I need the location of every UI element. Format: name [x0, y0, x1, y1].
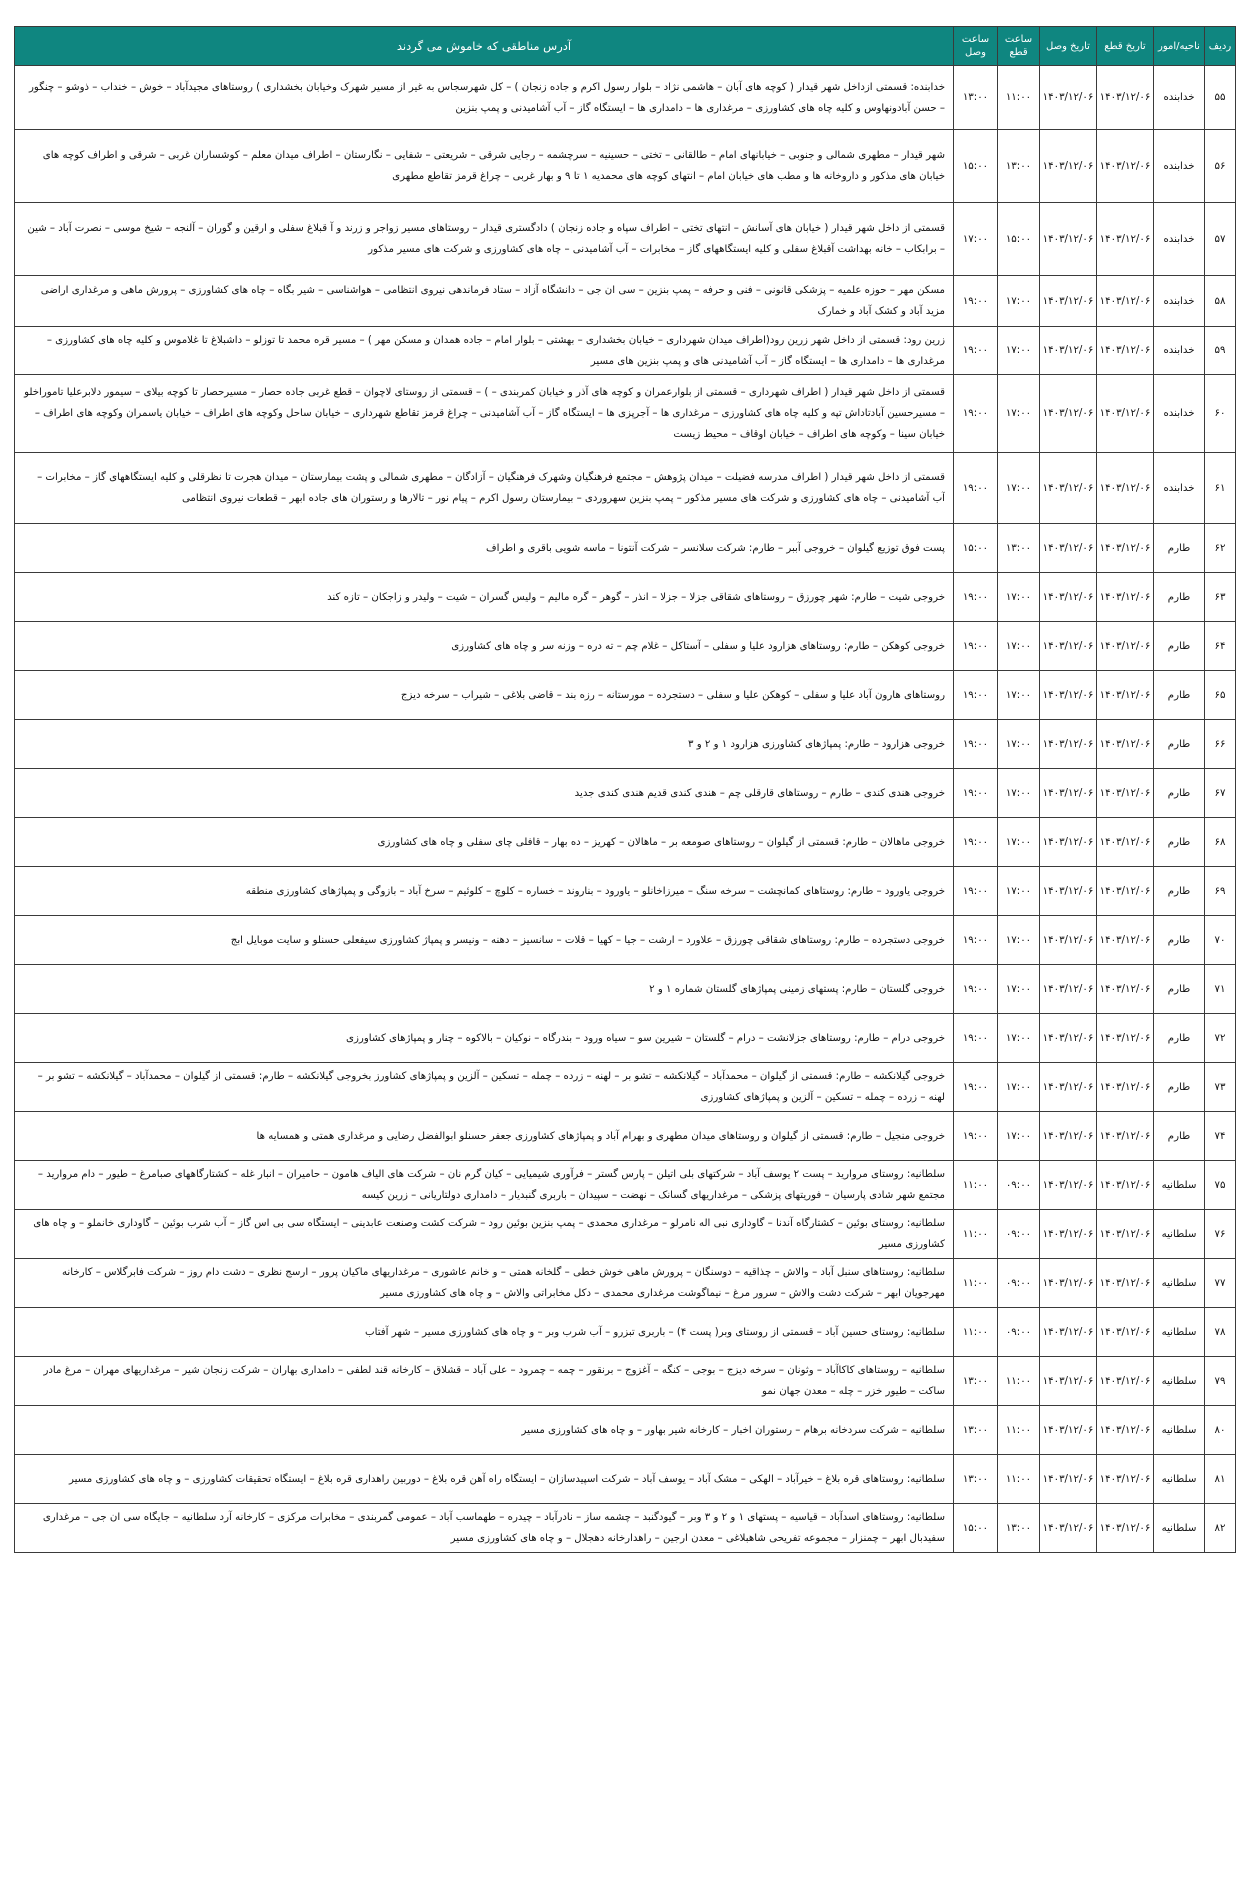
cell-cut-date: ۱۴۰۳/۱۲/۰۶ — [1097, 720, 1154, 769]
cell-connect-date: ۱۴۰۳/۱۲/۰۶ — [1040, 203, 1097, 276]
outage-table-container — [14, 26, 1235, 1553]
cell-district: سلطانیه — [1154, 1357, 1205, 1406]
table-row — [15, 1504, 1236, 1553]
cell-address — [15, 375, 954, 453]
cell-cut-date: ۱۴۰۳/۱۲/۰۶ — [1097, 203, 1154, 276]
cell-connect-date: ۱۴۰۳/۱۲/۰۶ — [1040, 1504, 1097, 1553]
cell-connect-time: ۱۹:۰۰ — [954, 1014, 998, 1063]
header-district: ناحیه/امور — [1154, 27, 1205, 66]
table-row — [15, 720, 1236, 769]
cell-address — [15, 203, 954, 276]
cell-cut-date: ۱۴۰۳/۱۲/۰۶ — [1097, 916, 1154, 965]
cell-connect-time: ۱۱:۰۰ — [954, 1210, 998, 1259]
cell-district: خدابنده — [1154, 375, 1205, 453]
cell-connect-time: ۱۹:۰۰ — [954, 965, 998, 1014]
cell-address — [15, 453, 954, 524]
cell-district: سلطانیه — [1154, 1504, 1205, 1553]
cell-connect-date: ۱۴۰۳/۱۲/۰۶ — [1040, 1406, 1097, 1455]
cell-cut-time: ۱۷:۰۰ — [998, 916, 1040, 965]
cell-address — [15, 965, 954, 1014]
cell-district: طارم — [1154, 622, 1205, 671]
cell-district: طارم — [1154, 769, 1205, 818]
address-text: خروجی دستجرده – طارم: روستاهای شقاقی چورزق – علاورد – ارشت – جیا – کهیا – قلات – سانسیز – دهنه – ونیسر و پمپاژ کشاورزی سیفعلی حسنلو و سایت موبایل ابج — [230, 934, 945, 946]
cell-address — [15, 671, 954, 720]
address-text: قسمتی از داخل شهر قیدار ( اطراف مدرسه فضیلت – میدان پژوهش – مجتمع فرهنگیان وشهرک فرهنگیان – آزادگان – مطهری شمالی و پشت بیمارستان – میدان هجرت تا نظرقلی و کلیه ایستگاههای گاز – مخابرات – آب آشامیدنی – چاه های کشاورزی و شرکت های مسیر مذکور – پمپ بنزین سهروردی – بیمارستان رسول اکرم – پیام نور – تالارها و رستوران های جاده ابهر – قطعات نیروی انتظامی — [37, 472, 945, 504]
cell-connect-time: ۱۹:۰۰ — [954, 671, 998, 720]
cell-connect-date: ۱۴۰۳/۱۲/۰۶ — [1040, 916, 1097, 965]
cell-district: خدابنده — [1154, 66, 1205, 130]
cell-connect-date: ۱۴۰۳/۱۲/۰۶ — [1040, 671, 1097, 720]
cell-cut-date: ۱۴۰۳/۱۲/۰۶ — [1097, 1308, 1154, 1357]
cell-cut-time: ۱۷:۰۰ — [998, 327, 1040, 375]
cell-connect-date: ۱۴۰۳/۱۲/۰۶ — [1040, 720, 1097, 769]
cell-connect-time: ۱۹:۰۰ — [954, 327, 998, 375]
cell-cut-date: ۱۴۰۳/۱۲/۰۶ — [1097, 965, 1154, 1014]
cell-district: سلطانیه — [1154, 1455, 1205, 1504]
table-row — [15, 1357, 1236, 1406]
table-row — [15, 622, 1236, 671]
cell-district: طارم — [1154, 1063, 1205, 1112]
cell-connect-date: ۱۴۰۳/۱۲/۰۶ — [1040, 965, 1097, 1014]
address-text: خروجی هزارود – طارم: پمپاژهای کشاورزی هزارود ۱ و ۲ و ۳ — [688, 738, 945, 750]
cell-cut-date: ۱۴۰۳/۱۲/۰۶ — [1097, 1357, 1154, 1406]
cell-cut-date: ۱۴۰۳/۱۲/۰۶ — [1097, 1455, 1154, 1504]
address-text: شهر قیدار – مطهری شمالی و جنوبی – خیابانهای امام – طالقانی – تختی – حسینیه – سرچشمه – رجایی شرقی – شریعتی – شفایی – نگارستان – اطراف میدان معلم – کوشساران غربی – شرقی و اطراف کوچه های خیابان های مذکور و داروخانه ها و مطب های خیابان امام – انتهای کوچه های محمدیه ۱ تا ۹ و بهار غربی – چراغ قرمز تقاطع مطهری — [42, 150, 945, 182]
cell-address — [15, 769, 954, 818]
cell-connect-time: ۱۳:۰۰ — [954, 1455, 998, 1504]
cell-district: طارم — [1154, 916, 1205, 965]
cell-district: سلطانیه — [1154, 1210, 1205, 1259]
cell-address — [15, 276, 954, 327]
cell-connect-time: ۱۵:۰۰ — [954, 1504, 998, 1553]
cell-connect-time: ۱۹:۰۰ — [954, 622, 998, 671]
cell-address — [15, 1308, 954, 1357]
cell-connect-time: ۱۹:۰۰ — [954, 1063, 998, 1112]
cell-connect-time: ۱۹:۰۰ — [954, 276, 998, 327]
cell-row-no: ۵۹ — [1205, 327, 1236, 375]
cell-connect-date: ۱۴۰۳/۱۲/۰۶ — [1040, 1112, 1097, 1161]
address-text: خروجی گیلانکشه – طارم: قسمتی از گیلوان – محمدآباد – گیلانکشه – تشو بر – لهنه – زرده – چمله – تسکین – آلزین و پمپاژهای کشاورز بخروجی گیلانکشه – طارم: قسمتی از گیلوان – محمدآباد – گیلانکشه – تشو بر – لهنه – زرده – چمله – تسکین – آلزین و پمپاژهای کشاورزی — [37, 1071, 945, 1103]
table-row — [15, 375, 1236, 453]
table-row — [15, 276, 1236, 327]
cell-cut-date: ۱۴۰۳/۱۲/۰۶ — [1097, 622, 1154, 671]
table-row — [15, 327, 1236, 375]
address-text: روستاهای هارون آباد علیا و سفلی – کوهکن علیا و سفلی – دستجرده – مورستانه – رزه بند – قاضی بلاغی – شیراب – سرخه دیزج — [400, 689, 945, 701]
cell-cut-date: ۱۴۰۳/۱۲/۰۶ — [1097, 1112, 1154, 1161]
cell-cut-date: ۱۴۰۳/۱۲/۰۶ — [1097, 375, 1154, 453]
cell-address — [15, 1504, 954, 1553]
cell-cut-time: ۱۷:۰۰ — [998, 375, 1040, 453]
cell-cut-date: ۱۴۰۳/۱۲/۰۶ — [1097, 867, 1154, 916]
cell-cut-time: ۱۷:۰۰ — [998, 276, 1040, 327]
cell-cut-time: ۱۳:۰۰ — [998, 130, 1040, 203]
cell-address — [15, 622, 954, 671]
cell-connect-time: ۱۹:۰۰ — [954, 916, 998, 965]
cell-connect-time: ۱۱:۰۰ — [954, 1161, 998, 1210]
cell-cut-date: ۱۴۰۳/۱۲/۰۶ — [1097, 573, 1154, 622]
cell-cut-time: ۱۳:۰۰ — [998, 524, 1040, 573]
cell-district: طارم — [1154, 965, 1205, 1014]
address-text: خروجی ماهالان – طارم: قسمتی از گیلوان – روستاهای صومعه بر – ماهالان – کهریز – ده بهار – قافلی چای سفلی و چاه های کشاورزی — [377, 836, 945, 848]
cell-district: طارم — [1154, 573, 1205, 622]
cell-connect-time: ۱۵:۰۰ — [954, 130, 998, 203]
cell-cut-date: ۱۴۰۳/۱۲/۰۶ — [1097, 671, 1154, 720]
address-text: سلطانیه: روستاهای قره بلاغ – خیرآباد – الهکی – مشک آباد – یوسف آباد – شرکت اسپیدسازان – ایستگاه راه آهن قره بلاغ – دوربین راهداری قره بلاغ – ایستگاه تحقیقات کشاورزی – و چاه های کشاورزی مسیر — [68, 1473, 945, 1485]
address-text: سلطانیه – شرکت سردخانه برهام – رستوران اخبار – کارخانه شیر بهاور – و چاه های کشاورزی مسیر — [521, 1424, 945, 1436]
table-row — [15, 1014, 1236, 1063]
cell-cut-date: ۱۴۰۳/۱۲/۰۶ — [1097, 769, 1154, 818]
cell-row-no: ۵۸ — [1205, 276, 1236, 327]
header-row-no: ردیف — [1205, 27, 1236, 66]
cell-cut-time: ۱۳:۰۰ — [998, 1504, 1040, 1553]
cell-connect-time: ۱۹:۰۰ — [954, 453, 998, 524]
cell-connect-date: ۱۴۰۳/۱۲/۰۶ — [1040, 867, 1097, 916]
outage-table — [14, 26, 1236, 1553]
cell-address — [15, 1210, 954, 1259]
address-text: سلطانیه: روستای مروارید – پست ۲ یوسف آباد – شرکتهای بلی اتیلن – پارس گستر – فرآوری شیمیایی – کیان گرم نان – شرکت های الیاف هامون – حامیران – انبار غله – کشتارگاههای صبامرغ – طیور – دام مروارید – مجتمع شهر شادی پارسیان – فوریتهای پزشکی – مرغداریهای گسانک – نهضت – سپیدان – باربری گنبدیار – دامداری دولتاریانی – زرین کیسه — [37, 1169, 945, 1201]
table-row — [15, 1308, 1236, 1357]
cell-row-no: ۷۳ — [1205, 1063, 1236, 1112]
cell-district: طارم — [1154, 1014, 1205, 1063]
cell-cut-time: ۱۷:۰۰ — [998, 671, 1040, 720]
cell-row-no: ۷۹ — [1205, 1357, 1236, 1406]
address-text: خروجی کوهکن – طارم: روستاهای هزارود علیا و سفلی – آستاکل – غلام چم – ته دره – وزنه سر و چاه های کشاورزی — [451, 640, 945, 652]
cell-cut-time: ۱۷:۰۰ — [998, 622, 1040, 671]
cell-district: طارم — [1154, 720, 1205, 769]
cell-cut-date: ۱۴۰۳/۱۲/۰۶ — [1097, 1014, 1154, 1063]
cell-address — [15, 1112, 954, 1161]
cell-row-no: ۵۵ — [1205, 66, 1236, 130]
cell-cut-time: ۰۹:۰۰ — [998, 1210, 1040, 1259]
table-row — [15, 203, 1236, 276]
cell-cut-time: ۱۱:۰۰ — [998, 1406, 1040, 1455]
cell-row-no: ۶۵ — [1205, 671, 1236, 720]
cell-row-no: ۶۹ — [1205, 867, 1236, 916]
cell-district: طارم — [1154, 867, 1205, 916]
cell-cut-time: ۱۷:۰۰ — [998, 1014, 1040, 1063]
cell-connect-date: ۱۴۰۳/۱۲/۰۶ — [1040, 622, 1097, 671]
cell-address — [15, 1357, 954, 1406]
cell-cut-time: ۱۷:۰۰ — [998, 1063, 1040, 1112]
cell-cut-date: ۱۴۰۳/۱۲/۰۶ — [1097, 453, 1154, 524]
cell-address — [15, 327, 954, 375]
address-text: پست فوق توزیع گیلوان – خروجی آببر – طارم: شرکت سلانسر – شرکت آنتونا – ماسه شویی باقری و اطراف — [486, 542, 945, 554]
address-text: سلطانیه: روستای حسین آباد – قسمتی از روستای وبر( پست ۴) – باربری تبزرو – آب شرب وبر – و چاه های کشاورزی مسیر – شهر آفتاب — [365, 1326, 945, 1338]
address-text: خروجی شیت – طارم: شهر چورزق – روستاهای شقاقی جزلا – جزلا – انذر – گوهر – گره مالیم – ولیس گسران – شیت – ولیدر و زاجکان – تازه کند — [327, 591, 945, 603]
cell-address — [15, 1259, 954, 1308]
cell-district: طارم — [1154, 671, 1205, 720]
cell-district: خدابنده — [1154, 130, 1205, 203]
cell-address — [15, 1161, 954, 1210]
address-text: قسمتی از داخل شهر قیدار ( خیابان های آسانش – انتهای تختی – اطراف سپاه و جاده زنجان ) دادگستری قیدار – روستاهای مسیر زواجر و زرند و آ قبلاغ سفلی و ارقین و گوران – آلنجه – شیخ موسی – نصرت آباد – شین – برابکاب – خانه بهداشت آقبلاغ سفلی و کلیه ایستگاههای گاز – مخابرات – آب آشامیدنی – چاه های کشاورزی و شرکت های مسیر مذکور — [27, 223, 945, 255]
table-row — [15, 867, 1236, 916]
address-text: سلطانیه: روستای بوئین – کشتارگاه آندنا – گاوداری نبی اله نامرلو – مرغداری محمدی – پمپ بنزین بوئین رود – شرکت کشت وصنعت عابدینی – ایستگاه سی بی اس گاز – آب شرب بوئین – گاوداری خانملو – و چاه های کشاورزی مسیر — [33, 1218, 945, 1250]
cell-cut-time: ۱۱:۰۰ — [998, 66, 1040, 130]
cell-connect-date: ۱۴۰۳/۱۲/۰۶ — [1040, 769, 1097, 818]
cell-connect-time: ۱۱:۰۰ — [954, 1308, 998, 1357]
cell-connect-date: ۱۴۰۳/۱۲/۰۶ — [1040, 375, 1097, 453]
cell-cut-date: ۱۴۰۳/۱۲/۰۶ — [1097, 1406, 1154, 1455]
cell-connect-time: ۱۹:۰۰ — [954, 1112, 998, 1161]
table-row — [15, 916, 1236, 965]
cell-connect-date: ۱۴۰۳/۱۲/۰۶ — [1040, 327, 1097, 375]
cell-row-no: ۷۱ — [1205, 965, 1236, 1014]
cell-cut-time: ۱۷:۰۰ — [998, 720, 1040, 769]
cell-cut-time: ۱۱:۰۰ — [998, 1455, 1040, 1504]
table-row — [15, 66, 1236, 130]
table-row — [15, 1210, 1236, 1259]
cell-cut-date: ۱۴۰۳/۱۲/۰۶ — [1097, 524, 1154, 573]
cell-address — [15, 66, 954, 130]
cell-row-no: ۷۰ — [1205, 916, 1236, 965]
table-row — [15, 769, 1236, 818]
cell-connect-date: ۱۴۰۳/۱۲/۰۶ — [1040, 1357, 1097, 1406]
cell-cut-time: ۱۱:۰۰ — [998, 1357, 1040, 1406]
table-row — [15, 1112, 1236, 1161]
cell-row-no: ۶۰ — [1205, 375, 1236, 453]
cell-cut-time: ۱۵:۰۰ — [998, 203, 1040, 276]
cell-cut-date: ۱۴۰۳/۱۲/۰۶ — [1097, 818, 1154, 867]
address-text: خروجی گلستان – طارم: پستهای زمینی پمپاژهای گلستان شماره ۱ و ۲ — [649, 983, 945, 995]
cell-district: سلطانیه — [1154, 1259, 1205, 1308]
cell-row-no: ۶۲ — [1205, 524, 1236, 573]
header-cut-time: ساعت قطع — [998, 27, 1040, 66]
cell-address — [15, 867, 954, 916]
cell-address — [15, 524, 954, 573]
cell-connect-time: ۱۹:۰۰ — [954, 573, 998, 622]
header-connect-date: تاریخ وصل — [1040, 27, 1097, 66]
cell-connect-date: ۱۴۰۳/۱۲/۰۶ — [1040, 453, 1097, 524]
cell-cut-date: ۱۴۰۳/۱۲/۰۶ — [1097, 130, 1154, 203]
cell-connect-time: ۱۹:۰۰ — [954, 867, 998, 916]
cell-connect-time: ۱۱:۰۰ — [954, 1259, 998, 1308]
cell-row-no: ۵۶ — [1205, 130, 1236, 203]
cell-row-no: ۷۴ — [1205, 1112, 1236, 1161]
cell-connect-time: ۱۵:۰۰ — [954, 524, 998, 573]
cell-cut-date: ۱۴۰۳/۱۲/۰۶ — [1097, 327, 1154, 375]
table-row — [15, 453, 1236, 524]
cell-district: خدابنده — [1154, 327, 1205, 375]
cell-row-no: ۶۳ — [1205, 573, 1236, 622]
table-row — [15, 1455, 1236, 1504]
address-text: زرین رود: قسمتی از داخل شهر زرین رود(اطراف میدان شهرداری – خیابان بخشداری – بهشتی – بلوار امام – جاده همدان و مسکن مهر ) – مسیر قره محمد تا توزلو – داشبلاغ تا غلاموس و کلیه چاه های کشاورزی – مرغداری ها – دامداری ها – ایستگاه گاز – آب آشامیدنی های و پمپ بنزین های مسیر — [46, 334, 945, 367]
cell-connect-date: ۱۴۰۳/۱۲/۰۶ — [1040, 1210, 1097, 1259]
cell-cut-date: ۱۴۰۳/۱۲/۰۶ — [1097, 66, 1154, 130]
cell-cut-date: ۱۴۰۳/۱۲/۰۶ — [1097, 1210, 1154, 1259]
cell-row-no: ۸۱ — [1205, 1455, 1236, 1504]
cell-cut-time: ۱۷:۰۰ — [998, 453, 1040, 524]
cell-row-no: ۸۲ — [1205, 1504, 1236, 1553]
cell-row-no: ۶۷ — [1205, 769, 1236, 818]
cell-district: سلطانیه — [1154, 1308, 1205, 1357]
cell-connect-time: ۱۹:۰۰ — [954, 375, 998, 453]
cell-cut-date: ۱۴۰۳/۱۲/۰۶ — [1097, 1063, 1154, 1112]
cell-cut-time: ۰۹:۰۰ — [998, 1259, 1040, 1308]
cell-address — [15, 130, 954, 203]
cell-row-no: ۶۴ — [1205, 622, 1236, 671]
table-row — [15, 524, 1236, 573]
table-row — [15, 671, 1236, 720]
cell-cut-date: ۱۴۰۳/۱۲/۰۶ — [1097, 1259, 1154, 1308]
cell-row-no: ۷۷ — [1205, 1259, 1236, 1308]
table-row — [15, 965, 1236, 1014]
cell-connect-date: ۱۴۰۳/۱۲/۰۶ — [1040, 573, 1097, 622]
cell-row-no: ۶۸ — [1205, 818, 1236, 867]
address-text: سلطانیه: روستاهای سنبل آباد – والاش – چذاقیه – دوسنگان – پرورش ماهی خوش خطی – گلخانه همتی – و خانم عاشوری – مرغداریهای ماکیان پرور – ارسج نظری – دشت دام روز – شرکت فابرگلاس – کارخانه مهرجویان ابهر – شرکت دشت والاش – سرور مرغ – نیماگوشت مرغداری محمدی – دکل مخابراتی والاش – و چاه های کشاورزی مسیر — [61, 1267, 945, 1299]
cell-cut-time: ۰۹:۰۰ — [998, 1308, 1040, 1357]
address-text: خروجی درام – طارم: روستاهای جزلانشت – درام – گلستان – شیرین سو – سیاه ورود – بندرگاه – نوکیان – بالاکوه – چنار و پمپاژهای کشاورزی — [346, 1032, 945, 1044]
cell-row-no: ۵۷ — [1205, 203, 1236, 276]
address-text: مسکن مهر – حوزه علمیه – پزشکی قانونی – فنی و حرفه – پمپ بنزین – سی ان جی – دانشگاه آزاد – ستاد فرماندهی نیروی انتظامی – هواشناسی – شیر بگاه – چاه های کشاورزی – پرورش ماهی و مرغداری اراضی مزید آباد و کشک آباد و خمارک — [40, 285, 945, 317]
cell-connect-date: ۱۴۰۳/۱۲/۰۶ — [1040, 1259, 1097, 1308]
cell-cut-time: ۱۷:۰۰ — [998, 573, 1040, 622]
address-text: سلطانیه: روستاهای اسدآباد – قیاسیه – پستهای ۱ و ۲ و ۳ وبر – گیودگنبد – چشمه ساز – نادرآباد – چیدره – طهماسب آباد – عمومی گمربندی – مخابرات مرکزی – کارخانه آرد سلطانیه – جایگاه سی ان جی – مرغداری سفیدبال ابهر – چمنزار – مجموعه تفریحی شاهبلاغی – معدن ارجین – راهدارخانه دهجلال – و چاه های کشاورزی مسیر — [42, 1512, 945, 1544]
cell-district: سلطانیه — [1154, 1406, 1205, 1455]
cell-row-no: ۶۱ — [1205, 453, 1236, 524]
table-row — [15, 1161, 1236, 1210]
table-row — [15, 818, 1236, 867]
cell-cut-date: ۱۴۰۳/۱۲/۰۶ — [1097, 276, 1154, 327]
cell-connect-time: ۱۳:۰۰ — [954, 1357, 998, 1406]
header-address: آدرس مناطقی که خاموش می گردند — [15, 27, 954, 66]
cell-connect-date: ۱۴۰۳/۱۲/۰۶ — [1040, 1455, 1097, 1504]
cell-connect-date: ۱۴۰۳/۱۲/۰۶ — [1040, 1063, 1097, 1112]
cell-connect-date: ۱۴۰۳/۱۲/۰۶ — [1040, 818, 1097, 867]
cell-district: طارم — [1154, 1112, 1205, 1161]
header-cut-date: تاریخ قطع — [1097, 27, 1154, 66]
cell-connect-date: ۱۴۰۳/۱۲/۰۶ — [1040, 276, 1097, 327]
cell-connect-time: ۱۹:۰۰ — [954, 818, 998, 867]
cell-connect-date: ۱۴۰۳/۱۲/۰۶ — [1040, 66, 1097, 130]
cell-district: سلطانیه — [1154, 1161, 1205, 1210]
address-text: سلطانیه – روستاهای کاکاآباد – وثونان – سرخه دیزج – بوجی – کنگه – آغزوج – برنقور – چمه – چمرود – علی آباد – قشلاق – کارخانه قند لطفی – دامداری بهاران – شرکت زنجان شیر – مرغداریهای مهران – مرغ مادر ساکت – طیور خزر – چله – معدن جهان نمو — [43, 1365, 945, 1397]
cell-district: خدابنده — [1154, 453, 1205, 524]
cell-row-no: ۷۸ — [1205, 1308, 1236, 1357]
cell-cut-time: ۱۷:۰۰ — [998, 965, 1040, 1014]
header-row — [15, 27, 1236, 66]
cell-address — [15, 1406, 954, 1455]
cell-district: خدابنده — [1154, 203, 1205, 276]
cell-connect-date: ۱۴۰۳/۱۲/۰۶ — [1040, 1161, 1097, 1210]
cell-row-no: ۷۵ — [1205, 1161, 1236, 1210]
cell-connect-time: ۱۹:۰۰ — [954, 769, 998, 818]
cell-address — [15, 1063, 954, 1112]
cell-row-no: ۸۰ — [1205, 1406, 1236, 1455]
cell-connect-date: ۱۴۰۳/۱۲/۰۶ — [1040, 1308, 1097, 1357]
cell-cut-date: ۱۴۰۳/۱۲/۰۶ — [1097, 1504, 1154, 1553]
cell-cut-time: ۱۷:۰۰ — [998, 769, 1040, 818]
cell-connect-time: ۱۳:۰۰ — [954, 1406, 998, 1455]
cell-connect-date: ۱۴۰۳/۱۲/۰۶ — [1040, 1014, 1097, 1063]
cell-cut-time: ۰۹:۰۰ — [998, 1161, 1040, 1210]
cell-row-no: ۷۲ — [1205, 1014, 1236, 1063]
cell-cut-time: ۱۷:۰۰ — [998, 867, 1040, 916]
cell-connect-time: ۱۳:۰۰ — [954, 66, 998, 130]
cell-district: خدابنده — [1154, 276, 1205, 327]
cell-connect-time: ۱۹:۰۰ — [954, 720, 998, 769]
cell-connect-date: ۱۴۰۳/۱۲/۰۶ — [1040, 524, 1097, 573]
address-text: خروجی یاورود – طارم: روستاهای کمانچشت – سرخه سنگ – میرزاخانلو – یاورود – بناروند – خساره – کلوچ – کلوئیم – سرخ آباد – بازوگی و پمپاژهای کشاورزی منطقه — [245, 885, 945, 897]
header-connect-time: ساعت وصل — [954, 27, 998, 66]
cell-cut-time: ۱۷:۰۰ — [998, 1112, 1040, 1161]
address-text: خروجی منجیل – طارم: قسمتی از گیلوان و روستاهای میدان مطهری و بهرام آباد و پمپاژهای کشاورزی جعفر حسنلو ابوالفضل رضایی و مرغداری همتی و همسایه ها — [256, 1130, 945, 1142]
cell-address — [15, 818, 954, 867]
table-row — [15, 1406, 1236, 1455]
cell-row-no: ۶۶ — [1205, 720, 1236, 769]
cell-address — [15, 720, 954, 769]
cell-address — [15, 573, 954, 622]
cell-district: طارم — [1154, 524, 1205, 573]
table-row — [15, 1259, 1236, 1308]
address-text: قسمتی از داخل شهر قیدار ( اطراف شهرداری – قسمتی از بلوارعمران و کوچه های آذر و خیابان کمربندی – ) – قسمتی از روستای لاچوان – قطع غربی جاده حصار – مسیرحصار تا کوچه بیلای – سیمور دلابرعلیا تاموراخلو – مسیرحسین آبادتاداش تپه و کلیه چاه های کشاورزی – مرغداری ها – آجرپزی ها – ایستگاه گاز – آب آشامیدنی – چراغ قرمز تقاطع شهرداری – خیابان ساحل وکوچه های اطراف – خیابان یاسمران وکوچه های اطراف – خیابان سینا – وکوچه های اطراف – خیابان اوقاف – محیط زیست — [24, 387, 945, 440]
address-text: خدابنده: قسمتی ازداخل شهر قیدار ( کوچه های آبان – هاشمی نژاد – بلوار رسول اکرم و جاده زنجان ) – کل شهرسجاس به غیر از مسیر شهرک وخیابان بخشداری ) روستاهای مجیدآباد – خوش – خنداب – ذوشو – چنگور – حسن آبادونهاوس و کلیه چاه های کشاورزی – مرغداری ها – دامداری ها – ایستگاه گاز – آب آشامیدنی و پمپ بنزین — [29, 81, 945, 114]
table-row — [15, 130, 1236, 203]
address-text: خروجی هندی کندی – طارم – روستاهای قارقلی چم – هندی کندی قدیم هندی کندی جدید — [574, 787, 945, 799]
cell-address — [15, 1455, 954, 1504]
cell-connect-date: ۱۴۰۳/۱۲/۰۶ — [1040, 130, 1097, 203]
table-row — [15, 1063, 1236, 1112]
cell-address — [15, 1014, 954, 1063]
cell-connect-time: ۱۷:۰۰ — [954, 203, 998, 276]
cell-cut-date: ۱۴۰۳/۱۲/۰۶ — [1097, 1161, 1154, 1210]
cell-address — [15, 916, 954, 965]
cell-district: طارم — [1154, 818, 1205, 867]
table-row — [15, 573, 1236, 622]
cell-cut-time: ۱۷:۰۰ — [998, 818, 1040, 867]
cell-row-no: ۷۶ — [1205, 1210, 1236, 1259]
